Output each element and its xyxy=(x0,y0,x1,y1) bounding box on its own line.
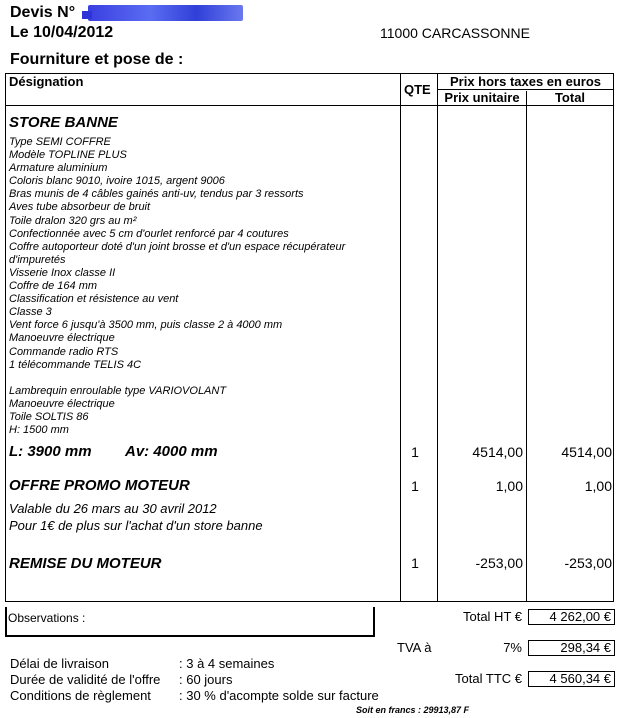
desc-line: Manoeuvre électrique xyxy=(9,332,115,345)
condition-reglement-value: : 30 % d'acompte solde sur facture xyxy=(179,688,379,703)
total-ttc-value: 4 560,34 € xyxy=(528,671,615,687)
product-description xyxy=(9,136,394,437)
desc-line: H: 1500 mm xyxy=(9,424,69,437)
col-total: Total xyxy=(554,90,586,105)
product-length: L: 3900 mm xyxy=(9,443,92,460)
desc-line xyxy=(9,372,394,385)
total-ttc-label: Total TTC € xyxy=(455,671,522,686)
redacted-devis-number xyxy=(88,5,243,21)
promo-title: OFFRE PROMO MOTEUR xyxy=(9,477,190,494)
desc-line: Classification et résistence au vent xyxy=(9,293,179,306)
product-qte: 1 xyxy=(411,444,419,460)
desc-line: Toile dralon 320 grs au m² xyxy=(9,214,137,227)
desc-line: Lambrequin enroulable type VARIOVOLANT xyxy=(9,384,227,397)
desc-line: Armature aluminium xyxy=(9,162,108,175)
desc-line: Coffre autoporteur doté d'un joint brosse et d'un espace récupérateur xyxy=(9,240,346,253)
desc-line: d'impuretés xyxy=(9,253,66,266)
total-ht-label: Total HT € xyxy=(462,609,522,624)
desc-line: Coloris blanc 9010, ivoire 1015, argent 9006 xyxy=(9,175,225,188)
remise-title: REMISE DU MOTEUR xyxy=(9,555,162,572)
product-total: 4514,00 xyxy=(561,444,612,460)
promo-condition: Pour 1€ de plus sur l'achat d'un store banne xyxy=(9,518,263,533)
desc-line: Type SEMI COFFRE xyxy=(9,136,111,148)
desc-line: Coffre de 164 mm xyxy=(9,280,98,293)
promo-prix-unitaire: 1,00 xyxy=(495,478,523,494)
remise-qte: 1 xyxy=(411,555,419,571)
francs-conversion: Soit en francs : 29913,87 F xyxy=(356,705,470,715)
desc-line: Manoeuvre électrique xyxy=(9,397,115,410)
devis-number-label: Devis N° xyxy=(10,4,76,21)
product-advance: Av: 4000 mm xyxy=(125,443,218,460)
col-prix-unitaire: Prix unitaire xyxy=(444,90,520,105)
col-designation: Désignation xyxy=(9,74,84,89)
observations-label: Observations : xyxy=(8,611,86,625)
promo-total: 1,00 xyxy=(584,478,612,494)
condition-validite-value: : 60 jours xyxy=(179,672,233,687)
desc-line: Commande radio RTS xyxy=(9,345,119,358)
desc-line: Vent force 6 jusqu'à 3500 mm, puis classe 2 à 4000 mm xyxy=(9,319,283,332)
condition-delai-value: : 3 à 4 semaines xyxy=(179,656,275,671)
tva-rate: 7% xyxy=(503,640,522,655)
section-title: Fourniture et pose de : xyxy=(10,51,184,68)
desc-line: Bras munis de 4 câbles gainés anti-uv, tendus par 3 ressorts xyxy=(9,188,304,201)
tva-label: TVA à xyxy=(397,640,432,655)
promo-qte: 1 xyxy=(411,478,419,494)
total-ht-value: 4 262,00 € xyxy=(528,609,615,625)
promo-validity: Valable du 26 mars au 30 avril 2012 xyxy=(9,501,217,516)
tva-value: 298,34 € xyxy=(528,640,615,656)
product-title: STORE BANNE xyxy=(9,114,118,131)
condition-validite-label: Durée de validité de l'offre xyxy=(10,672,161,687)
product-prix-unitaire: 4514,00 xyxy=(472,444,523,460)
desc-line: Confectionnée avec 5 cm d'ourlet renforcé par 4 coutures xyxy=(9,227,289,240)
col-prix-group: Prix hors taxes en euros xyxy=(449,74,601,89)
remise-total: -253,00 xyxy=(564,555,612,571)
client-city: 11000 CARCASSONNE xyxy=(380,25,530,41)
desc-line: Classe 3 xyxy=(9,306,52,319)
desc-line: Visserie Inox classe II xyxy=(9,266,116,279)
remise-prix-unitaire: -253,00 xyxy=(475,555,523,571)
desc-line: Modèle TOPLINE PLUS xyxy=(9,149,127,162)
desc-line: Toile SOLTIS 86 xyxy=(9,410,89,423)
condition-delai-label: Délai de livraison xyxy=(10,656,109,671)
condition-reglement-label: Conditions de règlement xyxy=(10,688,151,703)
desc-line: Aves tube absorbeur de bruit xyxy=(9,201,151,214)
col-qte: QTE xyxy=(404,82,431,97)
devis-date: Le 10/04/2012 xyxy=(10,24,114,41)
desc-line: 1 télécommande TELIS 4C xyxy=(9,358,142,371)
